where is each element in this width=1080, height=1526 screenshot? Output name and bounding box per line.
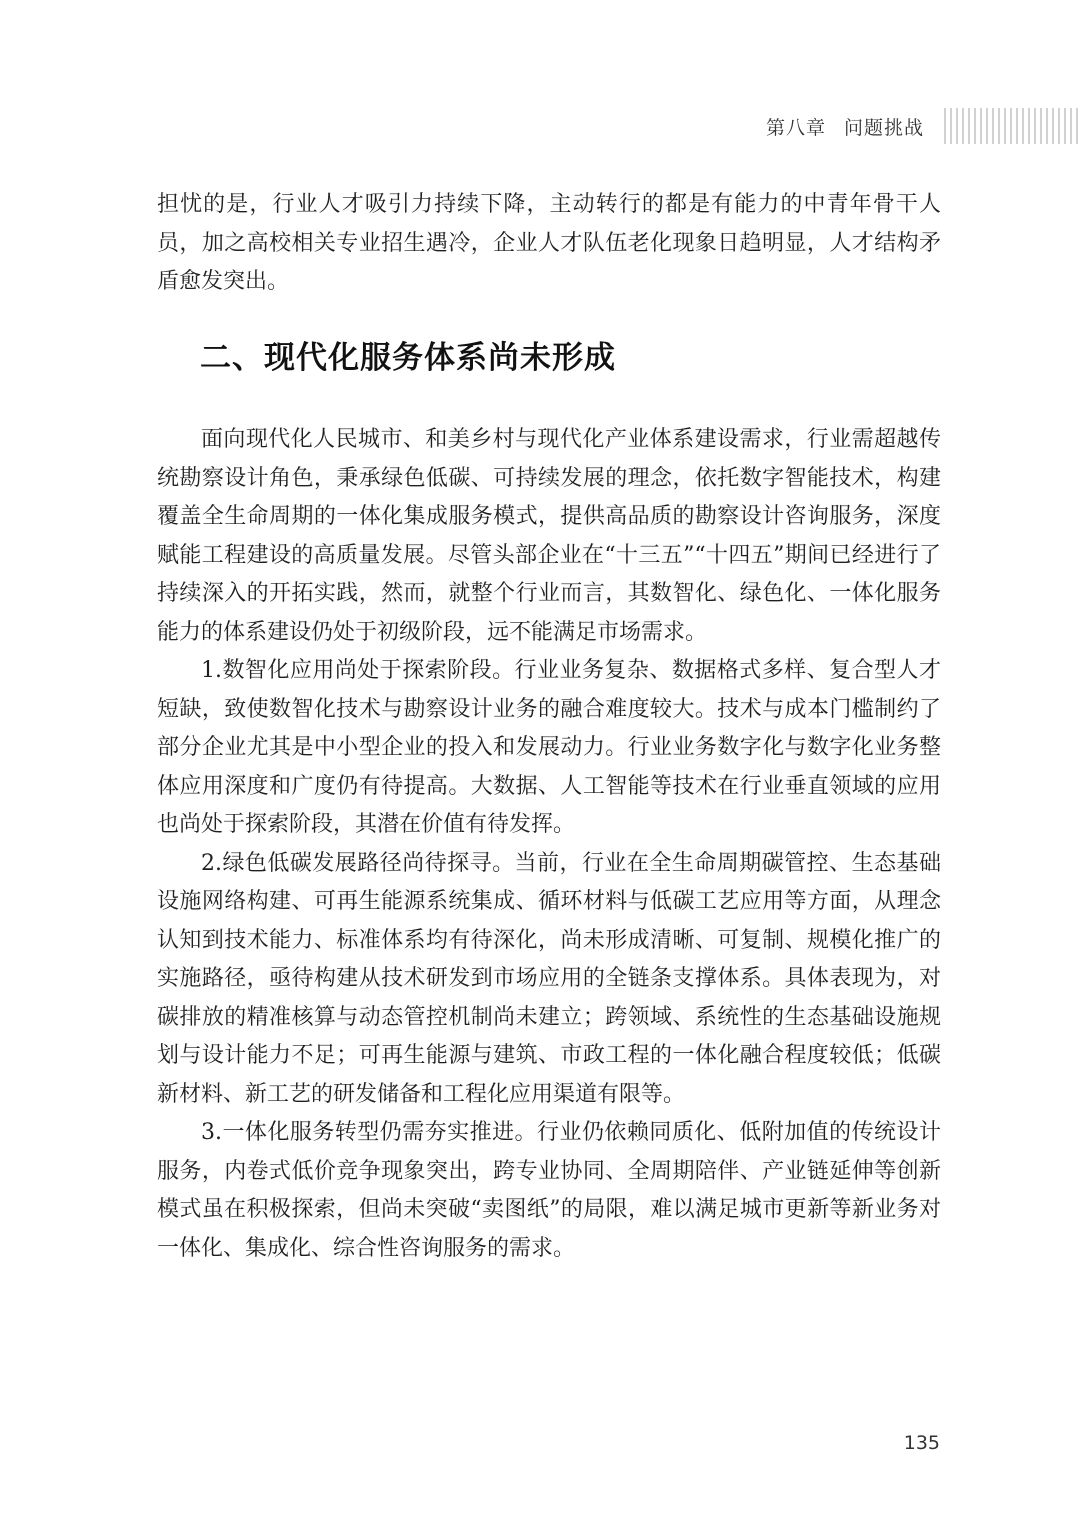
section-body — [157, 421, 941, 1268]
chapter-title: 问题挑战 — [843, 116, 924, 139]
running-header — [766, 108, 1080, 144]
header-stripe-decoration — [944, 108, 1080, 144]
section-heading: 二、现代化服务体系尚未形成 — [200, 340, 616, 376]
paragraph-digital-intelligence: 1.数智化应用尚处于探索阶段。行业业务复杂、数据格式多样、复合型人才短缺，致使数智化技术与勘察设计业务的融合难度较大。技术与成本门槛制约了部分企业尤其是中小型企业的投入和发展动力。行业业务数字化与数字化业务整体应用深度和广度仍有待提高。大数据、人工智能等技术在行业垂直领域的应用也尚处于探索阶段，其潜在价值有待发挥。 — [157, 658, 941, 837]
paragraph-intro: 面向现代化人民城市、和美乡村与现代化产业体系建设需求，行业需超越传统勘察设计角色，秉承绿色低碳、可持续发展的理念，依托数字智能技术，构建覆盖全生命周期的一体化集成服务模式，提供高品质的勘察设计咨询服务，深度赋能工程建设的高质量发展。尽管头部企业在“十三五”“十四五”期间已经进行了持续深入的开拓实践，然而，就整个行业而言，其数智化、绿色化、一体化服务能力的体系建设仍处于初级阶段，远不能满足市场需求。 — [157, 427, 941, 645]
paragraph-green-low-carbon: 2.绿色低碳发展路径尚待探寻。当前，行业在全生命周期碳管控、生态基础设施网络构建、可再生能源系统集成、循环材料与低碳工艺应用等方面，从理念认知到技术能力、标准体系均有待深化，尚未形成清晰、可复制、规模化推广的实施路径，亟待构建从技术研发到市场应用的全链条支撑体系。具体表现为，对碳排放的精准核算与动态管控机制尚未建立；跨领域、系统性的生态基础设施规划与设计能力不足；可再生能源与建筑、市政工程的一体化融合程度较低；低碳新材料、新工艺的研发储备和工程化应用渠道有限等。 — [157, 850, 941, 1107]
paragraph-integrated-service: 3.一体化服务转型仍需夯实推进。行业仍依赖同质化、低附加值的传统设计服务，内卷式低价竞争现象突出，跨专业协同、全周期陪伴、产业链延伸等创新模式虽在积极探索，但尚未突破“卖图纸”的局限，难以满足城市更新等新业务对一体化、集成化、综合性咨询服务的需求。 — [157, 1120, 941, 1261]
page-number: 135 — [903, 1432, 940, 1454]
chapter-header — [766, 113, 924, 140]
continued-paragraph: 担忧的是，行业人才吸引力持续下降，主动转行的都是有能力的中青年骨干人员，加之高校相关专业招生遇冷，企业人才队伍老化现象日趋明显，人才结构矛盾愈发突出。 — [157, 192, 941, 294]
chapter-label: 第八章 — [765, 116, 826, 139]
continued-text-block — [157, 186, 941, 302]
